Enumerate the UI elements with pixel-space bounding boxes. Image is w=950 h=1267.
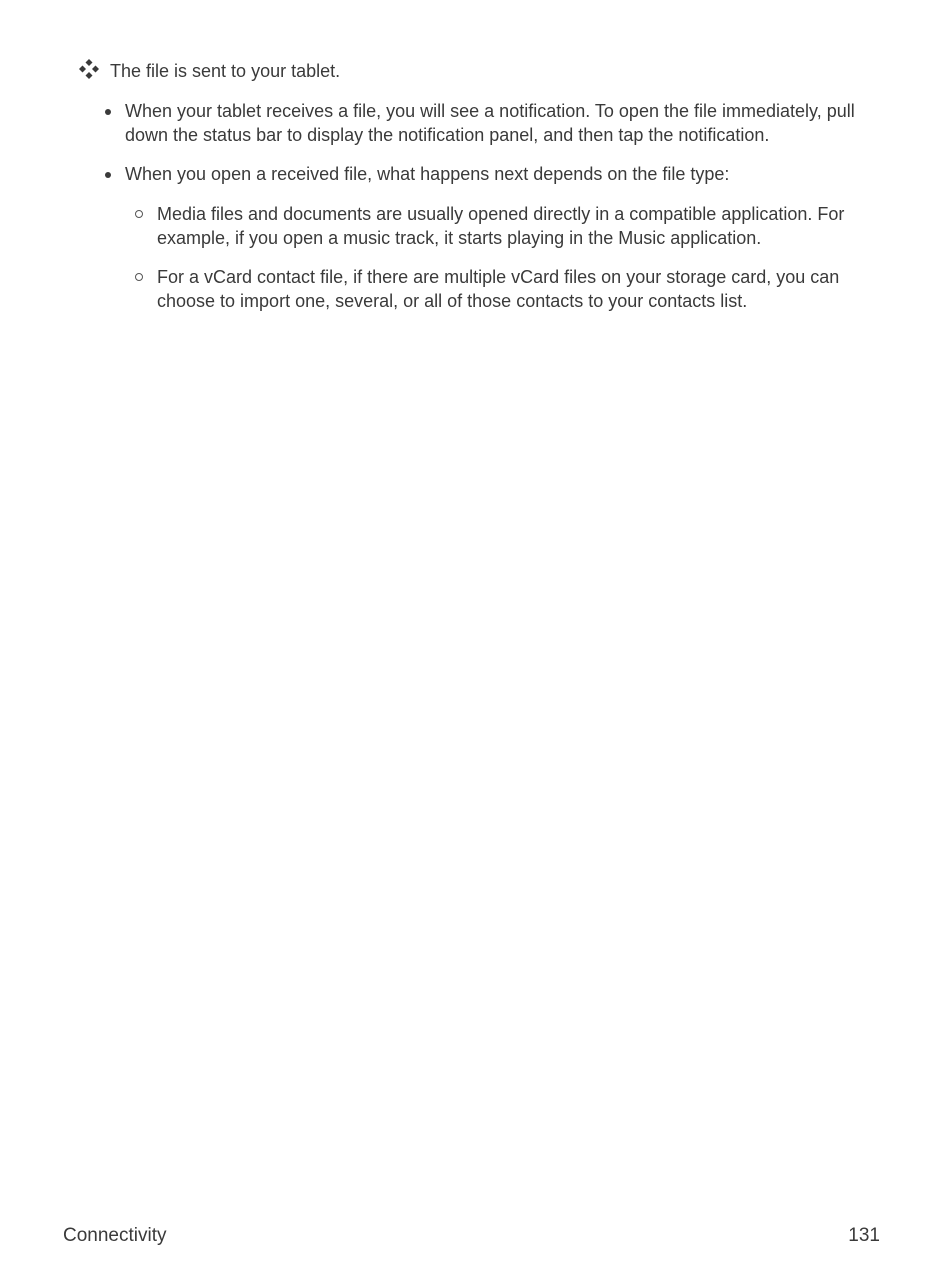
hollow-circle-bullet-icon [135, 210, 143, 218]
bullet-text: When your tablet receives a file, you will see a notification. To open the file immediately, pull down the status bar to display the notification panel, and then tap the notification. [125, 101, 855, 145]
sub-bullet-text: For a vCard contact file, if there are multiple vCard files on your storage card, you can choose to import one, several, or all of those contacts to your contacts list. [157, 267, 840, 311]
step-text: The file is sent to your tablet. [110, 61, 341, 81]
footer-section-title: Connectivity [63, 1225, 167, 1246]
bullet-text: When you open a received file, what happens next depends on the file type: [125, 164, 730, 184]
sub-bullet-text: Media files and documents are usually opened directly in a compatible application. For example, if you open a music track, it starts playing in the Music application. [157, 204, 845, 248]
four-diamond-ornament-icon [78, 58, 100, 80]
footer-page-number: 131 [848, 1225, 880, 1246]
bullet-dot-icon [105, 109, 111, 115]
bullet-dot-icon [105, 172, 111, 178]
hollow-circle-bullet-icon [135, 273, 143, 281]
